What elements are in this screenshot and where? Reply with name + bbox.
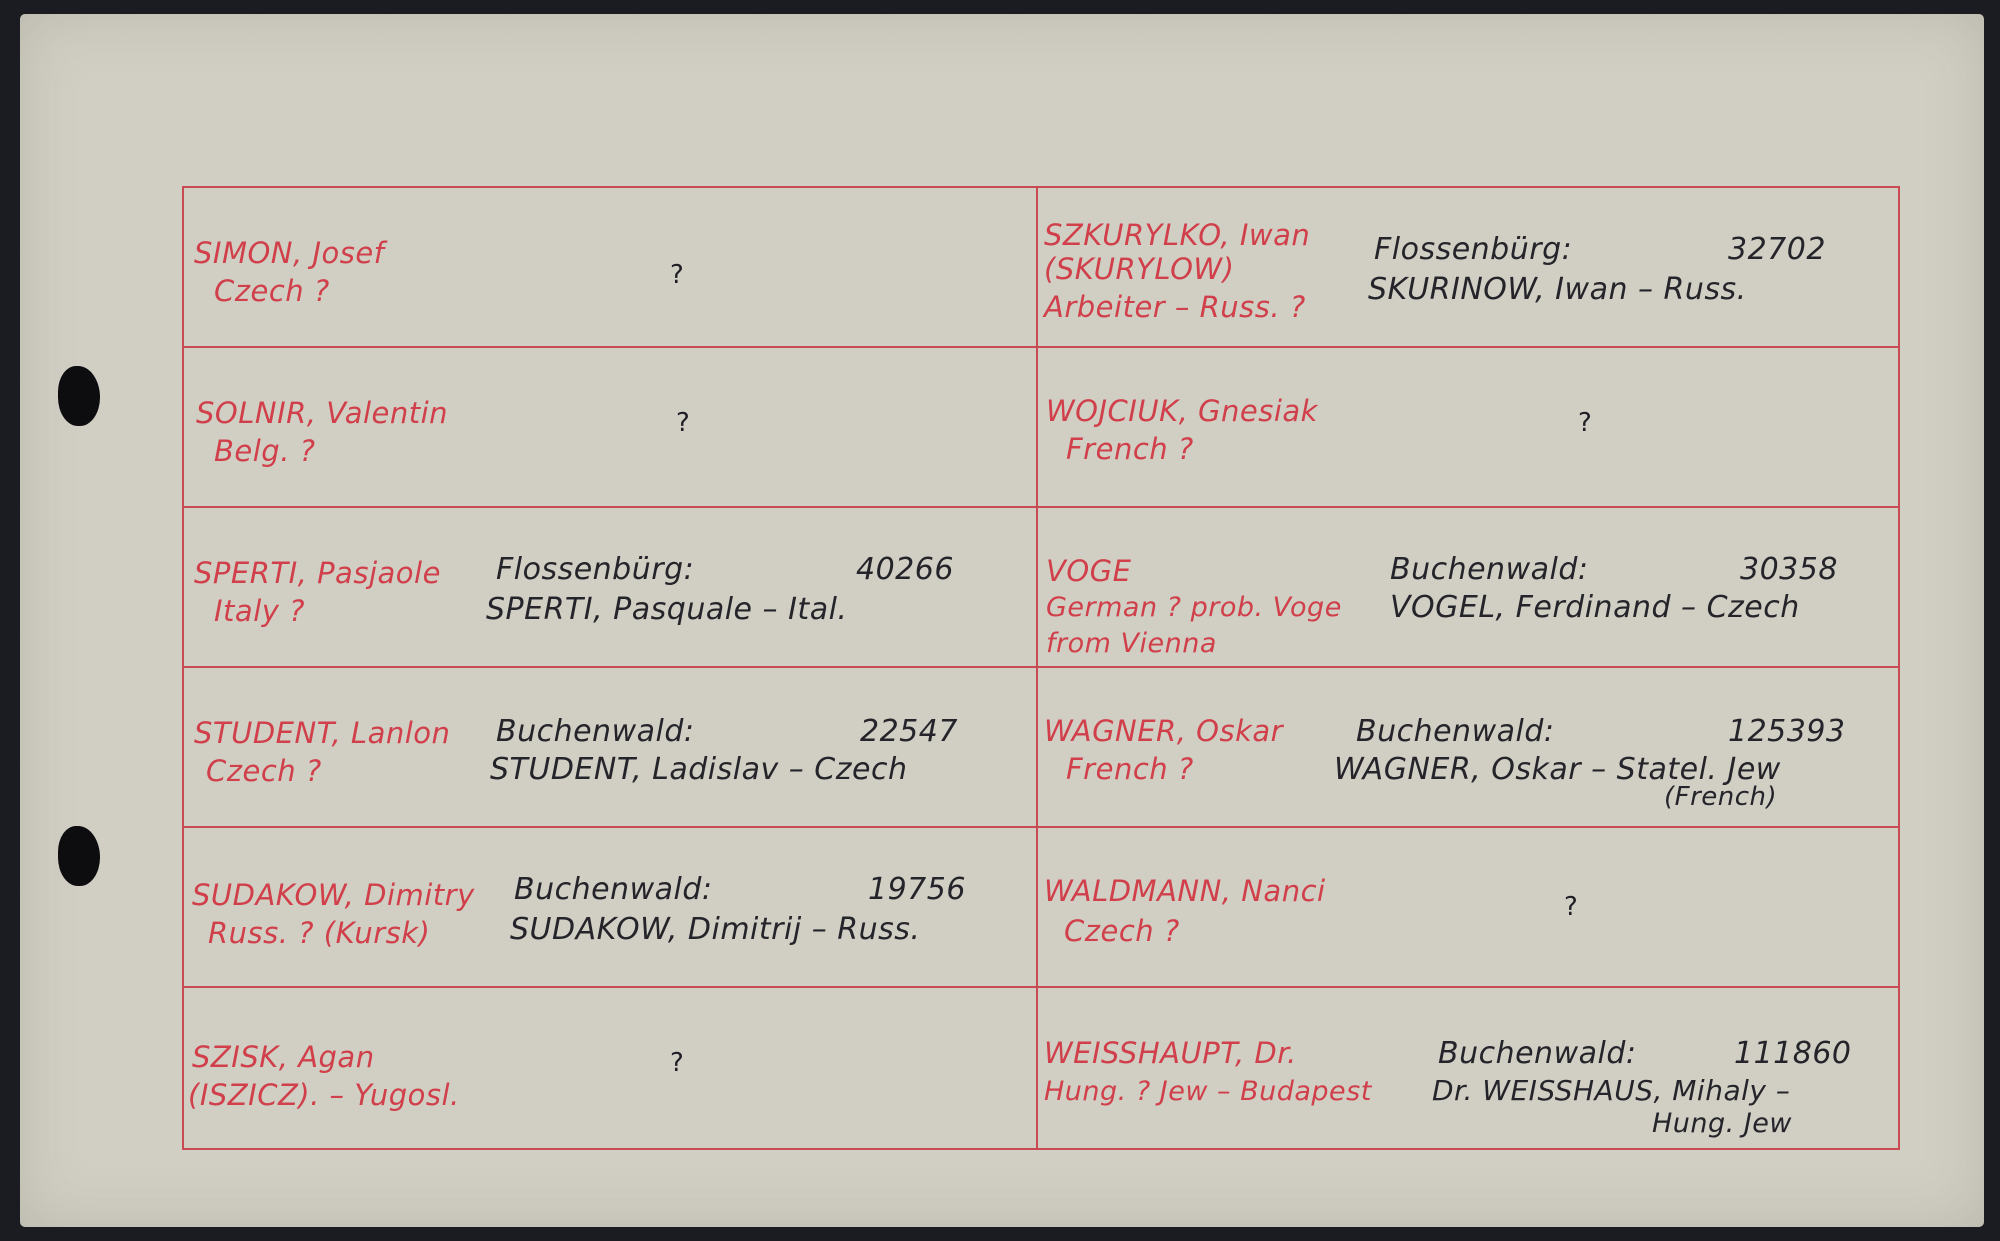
records-table [182,186,1900,1150]
record-name: WEISSHAUPT, Dr. [1044,1036,1297,1070]
record-nationality: Russ. ? (Kursk) [208,916,431,950]
camp-name: Buchenwald: [514,872,713,907]
record-cell [1038,668,1898,828]
record-nationality: Czech ? [214,274,330,308]
unknown-mark: ? [670,260,685,290]
record-name: SOLNIR, Valentin [196,396,449,430]
record-cell [184,988,1038,1148]
match-line: Dr. WEISSHAUS, Mihaly – [1432,1074,1791,1107]
record-cell [1038,828,1898,988]
prisoner-number: 32702 [1728,232,1826,267]
punch-hole-top [58,366,100,426]
prisoner-number: 22547 [860,714,958,749]
match-line: STUDENT, Ladislav – Czech [490,752,908,787]
prisoner-number: 111860 [1734,1036,1852,1071]
record-note: from Vienna [1046,628,1217,659]
record-name: SIMON, Josef [194,236,385,270]
match-line: SUDAKOW, Dimitrij – Russ. [510,912,921,947]
unknown-mark: ? [1578,408,1593,438]
record-name: SPERTI, Pasjaole [194,556,441,590]
prisoner-number: 30358 [1740,552,1838,587]
camp-name: Buchenwald: [1356,714,1555,749]
unknown-mark: ? [676,408,691,438]
record-nationality: French ? [1066,432,1194,466]
match-line-2: Hung. Jew [1652,1108,1792,1139]
camp-name: Buchenwald: [1438,1036,1637,1071]
match-line-2: (French) [1664,782,1778,812]
record-name: SZISK, Agan [192,1040,375,1074]
record-cell [184,668,1038,828]
record-name: WOJCIUK, Gnesiak [1046,394,1318,428]
record-cell [1038,188,1898,348]
record-cell [1038,348,1898,508]
record-nationality: German ? prob. Voge [1046,592,1342,623]
prisoner-number: 19756 [868,872,966,907]
record-name: WAGNER, Oskar [1044,714,1284,748]
record-name: SUDAKOW, Dimitry [192,878,475,912]
record-nationality: Czech ? [206,754,322,788]
camp-name: Flossenbürg: [496,552,695,587]
match-line: VOGEL, Ferdinand – Czech [1390,590,1800,625]
prisoner-number: 125393 [1728,714,1846,749]
match-line: WAGNER, Oskar – Statel. Jew [1334,752,1781,787]
record-nationality: Hung. ? Jew – Budapest [1044,1076,1372,1107]
match-line: SPERTI, Pasquale – Ital. [486,592,848,627]
record-nationality: Arbeiter – Russ. ? [1044,290,1306,324]
record-name: VOGE [1046,554,1132,588]
unknown-mark: ? [1564,892,1579,922]
record-nationality: French ? [1066,752,1194,786]
record-name: WALDMANN, Nanci [1044,874,1326,908]
index-card [20,14,1984,1227]
record-cell [184,188,1038,348]
record-cell [184,348,1038,508]
record-alias: (SKURYLOW) [1044,252,1235,286]
record-cell [184,828,1038,988]
record-nationality: Belg. ? [214,434,316,468]
camp-name: Flossenbürg: [1374,232,1573,267]
record-cell [1038,988,1898,1148]
record-nationality: (ISZICZ). – Yugosl. [188,1078,460,1112]
prisoner-number: 40266 [856,552,954,587]
unknown-mark: ? [670,1048,685,1078]
record-cell [1038,508,1898,668]
record-nationality: Italy ? [214,594,306,628]
match-line: SKURINOW, Iwan – Russ. [1368,272,1747,307]
punch-hole-bottom [58,826,100,886]
record-name: SZKURYLKO, Iwan [1044,218,1311,252]
record-name: STUDENT, Lanlon [194,716,451,750]
record-cell [184,508,1038,668]
record-nationality: Czech ? [1064,914,1180,948]
camp-name: Buchenwald: [1390,552,1589,587]
camp-name: Buchenwald: [496,714,695,749]
